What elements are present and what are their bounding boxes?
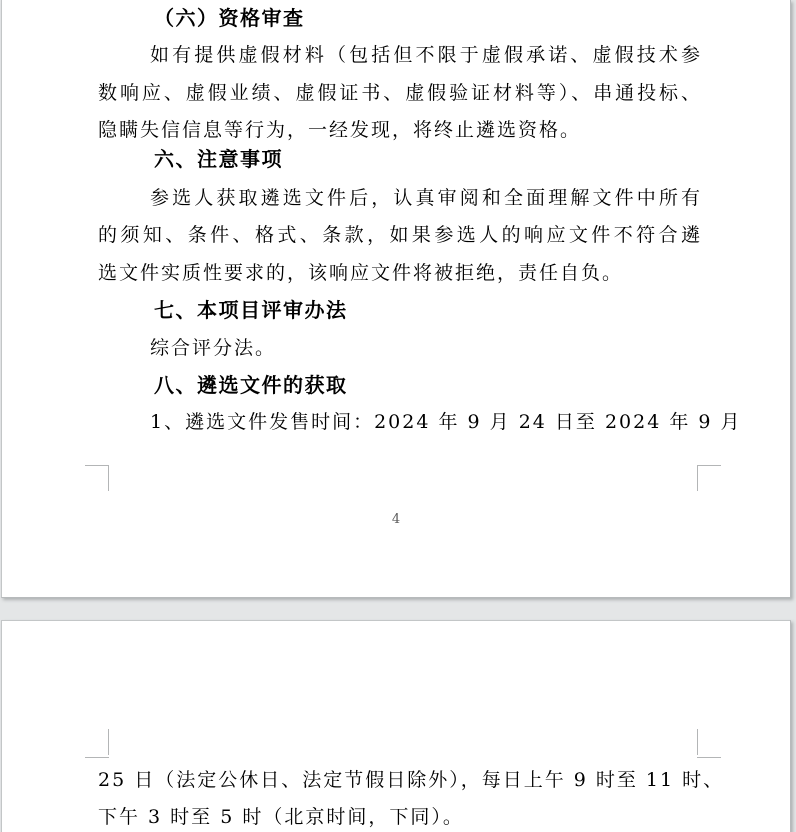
document-page-4[interactable] bbox=[1, 0, 791, 598]
crop-mark-bottom-left-icon bbox=[85, 465, 109, 466]
text-line: 的须知、条件、格式、条款，如果参选人的响应文件不符合遴 bbox=[98, 224, 702, 246]
text-line: 1、遴选文件发售时间：2024 年 9 月 24 日至 2024 年 9 月 bbox=[150, 411, 742, 433]
text-line: 综合评分法。 bbox=[150, 337, 277, 359]
crop-mark-bottom-left-icon bbox=[108, 465, 109, 491]
text-line: 数响应、虚假业绩、虚假证书、虚假验证材料等）、串通投标、 bbox=[98, 82, 702, 104]
crop-mark-top-right-icon bbox=[697, 757, 721, 758]
page-number-footer: 4 bbox=[391, 512, 401, 527]
text-line: 选文件实质性要求的，该响应文件将被拒绝，责任自负。 bbox=[98, 262, 624, 284]
text-line: 参选人获取遴选文件后，认真审阅和全面理解文件中所有 bbox=[150, 187, 702, 209]
document-page-5[interactable] bbox=[1, 620, 791, 832]
crop-mark-top-left-icon bbox=[108, 729, 109, 755]
text-line: 下午 3 时至 5 时（北京时间，下同）。 bbox=[98, 806, 464, 828]
heading-evaluation-method: 七、本项目评审办法 bbox=[154, 298, 348, 322]
heading-notes: 六、注意事项 bbox=[154, 147, 283, 171]
text-line: 如有提供虚假材料（包括但不限于虚假承诺、虚假技术参 bbox=[150, 44, 702, 66]
crop-mark-bottom-right-icon bbox=[697, 465, 721, 466]
crop-mark-top-left-icon bbox=[85, 757, 109, 758]
crop-mark-bottom-right-icon bbox=[697, 465, 698, 491]
text-line: 隐瞒失信信息等行为，一经发现，将终止遴选资格。 bbox=[98, 119, 582, 141]
heading-qualification-review: （六）资格审查 bbox=[154, 6, 305, 30]
heading-document-acquisition: 八、遴选文件的获取 bbox=[154, 373, 348, 397]
crop-mark-top-right-icon bbox=[697, 729, 698, 755]
text-line: 25 日（法定公休日、法定节假日除外），每日上午 9 时至 11 时、 bbox=[98, 769, 725, 791]
